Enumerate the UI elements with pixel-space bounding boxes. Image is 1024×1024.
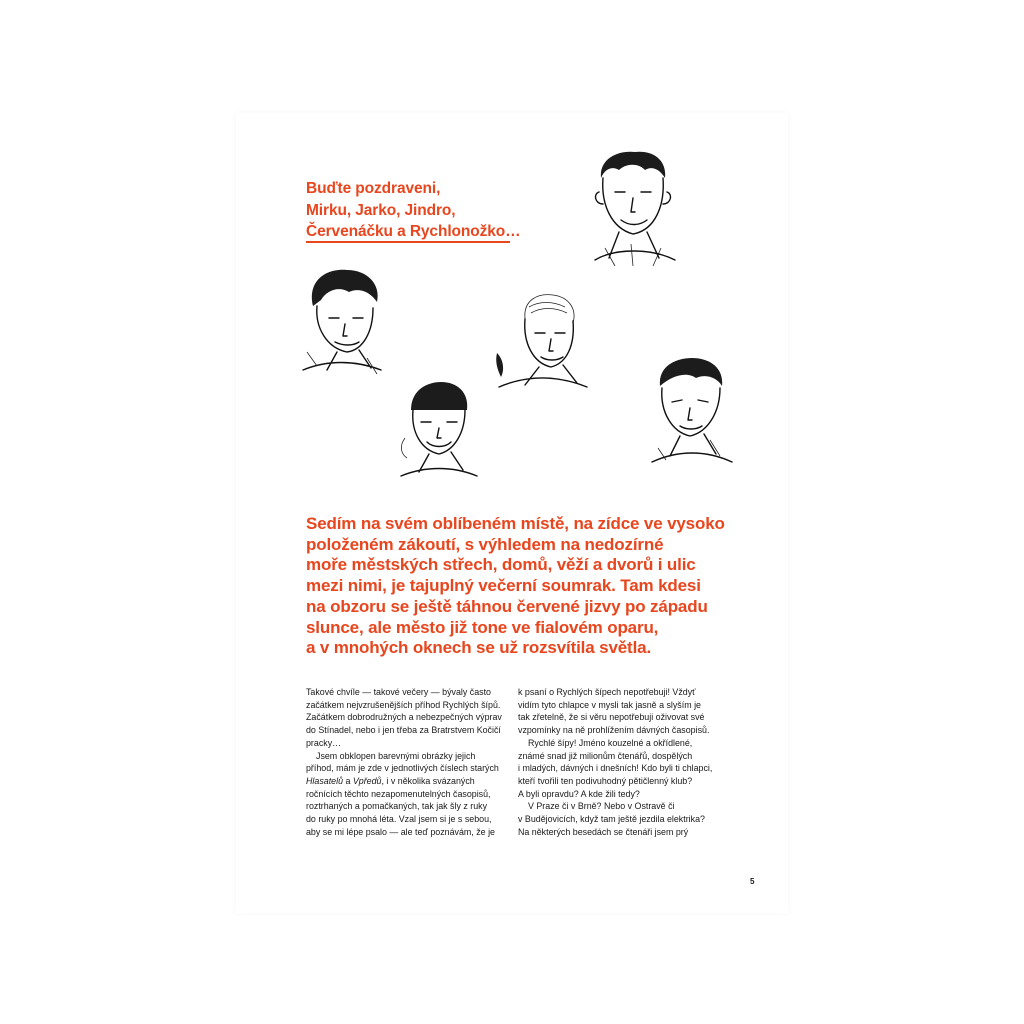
body-line: tak zřetelně, že si věru nepotřebuji oživovat své	[518, 712, 705, 723]
portrait-cap	[397, 380, 481, 480]
body-line: známé snad již milionům čtenářů, dospělých	[518, 750, 693, 761]
heading-line: Červenáčku a Rychlonožko…	[306, 223, 521, 240]
lead-line: položeném zákoutí, s výhledem na nedozírné	[306, 534, 664, 554]
body-line: do Stínadel, nebo i jen třeba za Bratrstvem Kočičí	[306, 725, 501, 736]
body-line: i mladých, dávných i dnešních! Kdo byli ti chlapci,	[518, 763, 713, 774]
page-number: 5	[750, 877, 755, 886]
body-line: začátkem nejvzrušenějších příhod Rychlých šípů.	[306, 699, 501, 710]
body-line: roztrhaných a pomačkaných, tak jak šly z ruky	[306, 801, 488, 812]
body-line: Jsem obklopen barevnými obrázky jejich	[316, 750, 476, 761]
body-line: kteří tvořili ten podivuhodný pětičlenný klub?	[518, 775, 693, 786]
body-line: Takové chvíle — takové večery — bývaly často	[306, 687, 491, 697]
lead-paragraph	[306, 514, 726, 659]
portrait-dark-hair	[297, 266, 385, 378]
body-line: k psaní o Rychlých šípech nepotřebuji! Vždyť	[518, 687, 696, 697]
heading-line: Mirku, Jarko, Jindro,	[306, 201, 456, 219]
body-line: V Praze či v Brně? Nebo v Ostravě či	[528, 801, 675, 812]
portrait-right	[650, 356, 734, 468]
body-line: Hlasatelů a Vpředů, i v několika svázaných	[306, 775, 475, 786]
heading-line: Buďte pozdraveni,	[306, 180, 441, 197]
lead-line: slunce, ale město již tone ve fialovém oparu,	[306, 617, 659, 637]
chapter-heading	[306, 178, 521, 243]
body-line: v Budějovicích, když tam ještě jezdila elektrika?	[518, 814, 705, 825]
body-line: vzpomínky na ně prohlížením dávných časopisů.	[518, 725, 710, 736]
magazine-title: Vpředů	[352, 775, 382, 786]
body-column-left	[306, 686, 502, 838]
portrait-top-right	[575, 148, 693, 270]
lead-line: na obzoru se ještě táhnou červené jizvy po západu	[306, 596, 708, 616]
body-line: ročnících těchto nezapomenutelných časopisů,	[306, 788, 491, 799]
heading-underline	[306, 241, 510, 243]
lead-line: a v mnohých oknech se už rozsvítila světla.	[306, 638, 652, 658]
portrait-center	[491, 289, 591, 397]
magazine-title: Hlasatelů	[306, 775, 343, 786]
body-line: do ruky po mnohá léta. Vzal jsem si je s sebou,	[306, 814, 492, 825]
lead-line: mezi nimi, je tajuplný večerní soumrak. Tam kdesi	[306, 576, 701, 596]
body-line: A byli opravdu? A kde žili tedy?	[518, 788, 640, 799]
body-line: Začátkem dobrodružných a nebezpečných výprav	[306, 712, 502, 723]
body-line: pracky…	[306, 737, 342, 748]
body-column-right	[518, 686, 712, 838]
body-line: aby se mi lépe psalo — ale teď poznávám, že je	[306, 826, 495, 837]
lead-line: Sedím na svém oblíbeném místě, na zídce ve vysoko	[306, 514, 725, 533]
body-line: vidím tyto chlapce v mysli tak jasně a slyším je	[518, 699, 701, 710]
body-line: Rychlé šípy! Jméno kouzelné a okřídlené,	[528, 737, 693, 748]
lead-line: moře městských střech, domů, věží a dvorů i ulic	[306, 555, 696, 575]
body-line: příhod, mám je zde v jednotlivých číslech starých	[306, 763, 499, 774]
body-line: Na některých besedách se čtenáři jsem prý	[518, 826, 689, 837]
